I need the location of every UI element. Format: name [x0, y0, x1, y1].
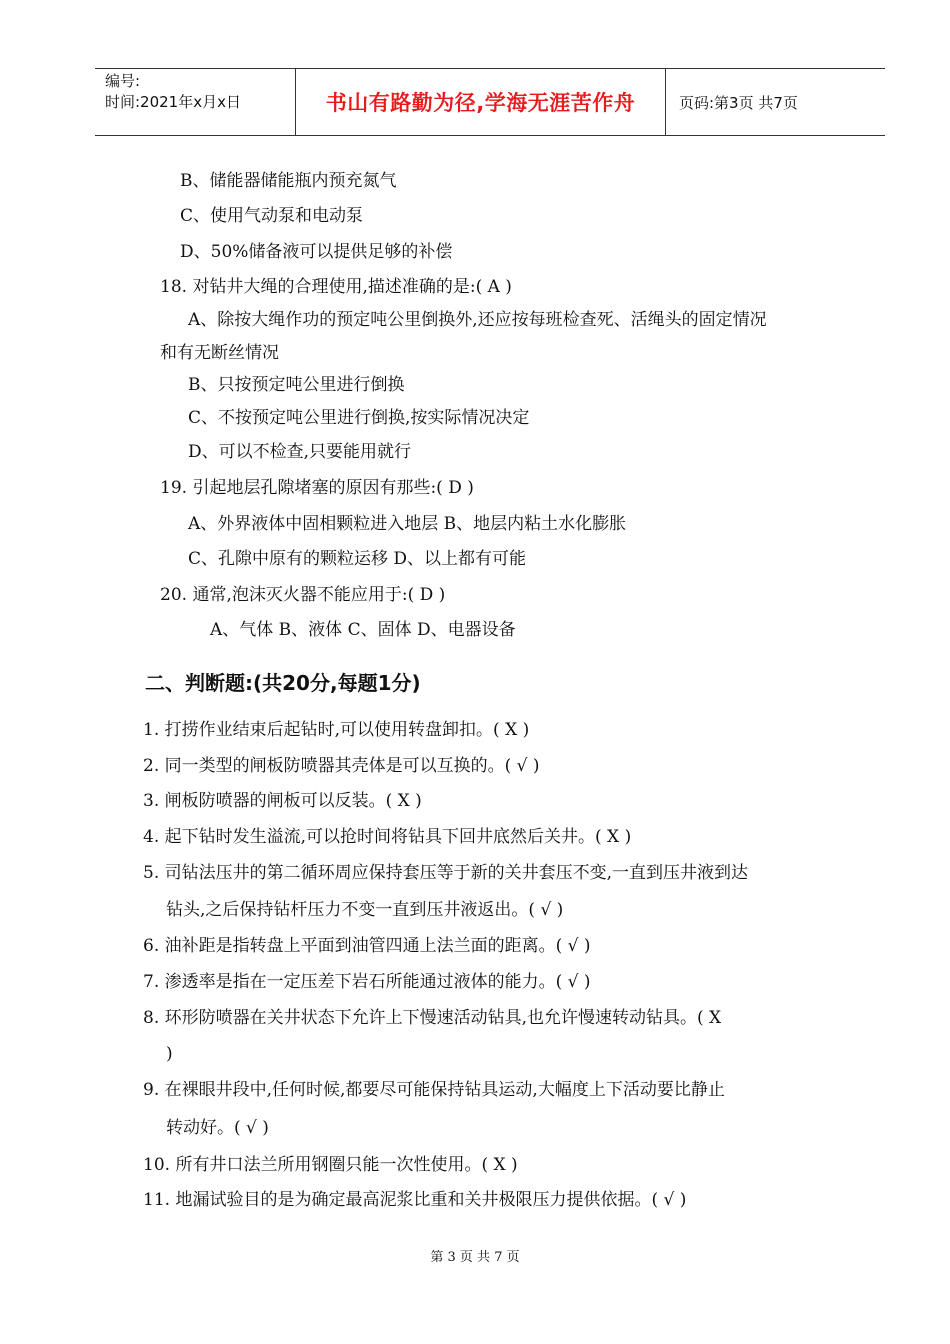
header-page-info: 页码:第3页 共7页 — [679, 93, 798, 112]
judgment-item: 10. 所有井口法兰所用钢圈只能一次性使用。( X ) — [143, 1155, 518, 1175]
option-line: C、孔隙中原有的颗粒运移 D、以上都有可能 — [188, 549, 527, 569]
page-header — [95, 68, 885, 136]
judgment-item: 8. 环形防喷器在关井状态下允许上下慢速活动钻具,也允许慢速转动钻具。( X — [143, 1008, 722, 1028]
question-line: 19. 引起地层孔隙堵塞的原因有那些:( D ) — [160, 478, 474, 498]
option-line: A、除按大绳作功的预定吨公里倒换外,还应按每班检查死、活绳头的固定情况 — [188, 310, 767, 330]
page-footer: 第 3 页 共 7 页 — [430, 1250, 520, 1265]
judgment-item-continued: 钻头,之后保持钻杆压力不变一直到压井液返出。( √ ) — [166, 900, 564, 920]
option-line: C、使用气动泵和电动泵 — [180, 206, 364, 226]
judgment-item: 11. 地漏试验目的是为确定最高泥浆比重和关井极限压力提供依据。( √ ) — [143, 1190, 687, 1210]
question-line: 20. 通常,泡沫灭火器不能应用于:( D ) — [160, 585, 446, 605]
section-title: 二、判断题:(共20分,每题1分) — [145, 671, 421, 695]
question-line: 18. 对钻井大绳的合理使用,描述准确的是:( A ) — [160, 277, 512, 297]
option-line: 和有无断丝情况 — [160, 343, 279, 363]
judgment-item: 3. 闸板防喷器的闸板可以反装。( X ) — [143, 791, 422, 811]
option-line: A、外界液体中固相颗粒进入地层 B、地层内粘土水化膨胀 — [188, 514, 627, 534]
document-number-label: 编号: — [105, 72, 141, 90]
judgment-item-continued: ) — [166, 1044, 173, 1064]
document-time-label: 时间:2021年x月x日 — [105, 93, 241, 111]
option-line: B、只按预定吨公里进行倒换 — [188, 375, 405, 395]
option-line: A、气体 B、液体 C、固体 D、电器设备 — [210, 620, 516, 640]
judgment-item: 7. 渗透率是指在一定压差下岩石所能通过液体的能力。( √ ) — [143, 972, 591, 992]
option-line: B、储能器储能瓶内预充氮气 — [180, 171, 397, 191]
judgment-item: 6. 油补距是指转盘上平面到油管四通上法兰面的距离。( √ ) — [143, 936, 591, 956]
judgment-item: 4. 起下钻时发生溢流,可以抢时间将钻具下回井底然后关井。( X ) — [143, 827, 632, 847]
option-line: D、可以不检查,只要能用就行 — [188, 442, 412, 462]
option-line: C、不按预定吨公里进行倒换,按实际情况决定 — [188, 408, 530, 428]
judgment-item: 1. 打捞作业结束后起钻时,可以使用转盘卸扣。( X ) — [143, 720, 530, 740]
judgment-item: 5. 司钻法压井的第二循环周应保持套压等于新的关井套压不变,一直到压井液到达 — [143, 863, 749, 883]
judgment-item: 2. 同一类型的闸板防喷器其壳体是可以互换的。( √ ) — [143, 756, 540, 776]
judgment-item-continued: 转动好。( √ ) — [166, 1118, 269, 1138]
header-meta — [95, 69, 296, 135]
header-motto: 书山有路勤为径,学海无涯苦作舟 — [296, 69, 666, 135]
judgment-item: 9. 在裸眼井段中,任何时候,都要尽可能保持钻具运动,大幅度上下活动要比静止 — [143, 1080, 725, 1100]
option-line: D、50%储备液可以提供足够的补偿 — [180, 242, 453, 262]
